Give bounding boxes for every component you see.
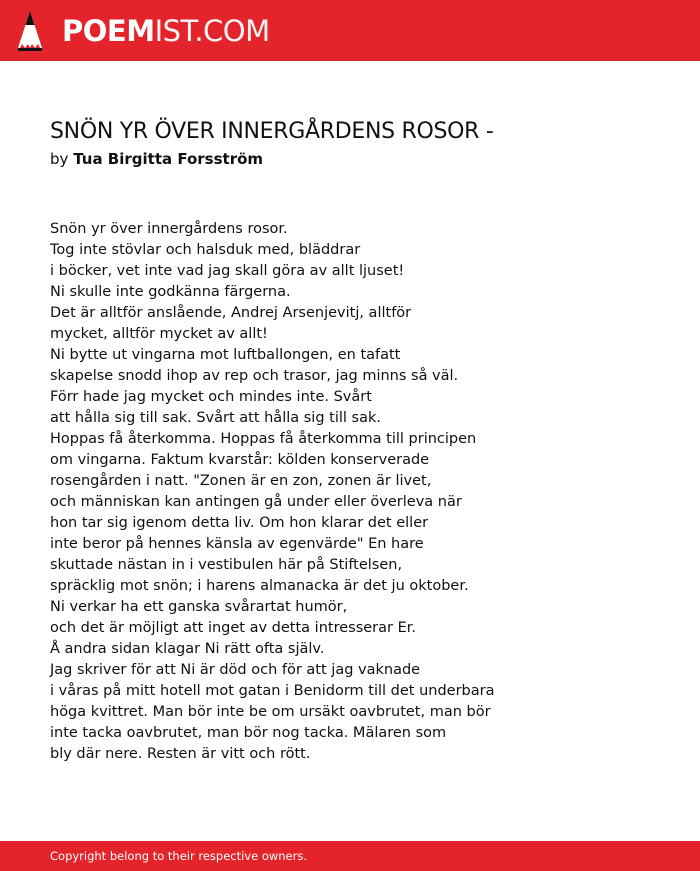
poem-line: om vingarna. Faktum kvarstår: kölden konserverade — [50, 452, 430, 468]
poem-line: Tog inte stövlar och halsduk med, bläddrar — [50, 242, 361, 258]
poem-line: i våras på mitt hotell mot gatan i Benidorm till det underbara — [50, 683, 495, 699]
site-header — [0, 0, 700, 61]
poem-line: Ni bytte ut vingarna mot luftballongen, en tafatt — [50, 347, 401, 363]
poem-line: i böcker, vet inte vad jag skall göra av allt ljuset! — [50, 263, 405, 279]
poem-line: Ni verkar ha ett ganska svårartat humör, — [50, 599, 348, 615]
poem-line: Det är alltför anslående, Andrej Arsenjevitj, alltför — [50, 305, 412, 321]
author-name: Tua Birgitta Forsström — [73, 150, 264, 168]
poem-line: och människan kan antingen gå under eller överleva när — [50, 494, 462, 510]
poem-line: bly där nere. Resten är vitt och rött. — [50, 746, 311, 762]
poem-line: att hålla sig till sak. Svårt att hålla sig till sak. — [50, 410, 381, 426]
by-label: by — [50, 150, 69, 168]
poem-line: inte tacka oavbrutet, man bör nog tacka. Mälaren som — [50, 725, 447, 741]
copyright-text: Copyright belong to their respective owners. — [50, 849, 308, 863]
poem-line: Jag skriver för att Ni är död och för att jag vaknade — [50, 662, 421, 678]
poem-line: höga kvittret. Man bör inte be om ursäkt oavbrutet, man bör — [50, 704, 491, 720]
poem-line: inte beror på hennes känsla av egenvärde" En hare — [50, 536, 424, 552]
poem-line: och det är möjligt att inget av detta intresserar Er. — [50, 620, 416, 636]
brand-light: IST.COM — [154, 14, 270, 48]
pencil-tip-icon[interactable] — [16, 10, 44, 52]
poem-line: Hoppas få återkomma. Hoppas få återkomma till principen — [50, 431, 477, 447]
poem-body — [50, 219, 650, 765]
poem-line: skuttade nästan in i vestibulen här på Stiftelsen, — [50, 557, 403, 573]
brand-bold: POEM — [62, 14, 155, 48]
poem-line: Förr hade jag mycket och mindes inte. Svårt — [50, 389, 372, 405]
poem-line: Snön yr över innergårdens rosor. — [50, 221, 288, 237]
poem-line: hon tar sig igenom detta liv. Om hon klarar det eller — [50, 515, 429, 531]
poem-line: Ni skulle inte godkänna färgerna. — [50, 284, 291, 300]
byline — [50, 149, 263, 169]
poem-line: skapelse snodd ihop av rep och trasor, jag minns så väl. — [50, 368, 459, 384]
poem-line: mycket, alltför mycket av allt! — [50, 326, 268, 342]
poem-line: rosengården i natt. "Zonen är en zon, zonen är livet, — [50, 473, 432, 489]
poem-line: spräcklig mot snön; i harens almanacka är det ju oktober. — [50, 578, 469, 594]
poem-title: SNÖN YR ÖVER INNERGÅRDENS ROSOR - — [50, 119, 494, 144]
site-footer — [0, 841, 700, 871]
site-logo[interactable] — [62, 12, 270, 50]
poem-line: Å andra sidan klagar Ni rätt ofta själv. — [50, 641, 325, 657]
